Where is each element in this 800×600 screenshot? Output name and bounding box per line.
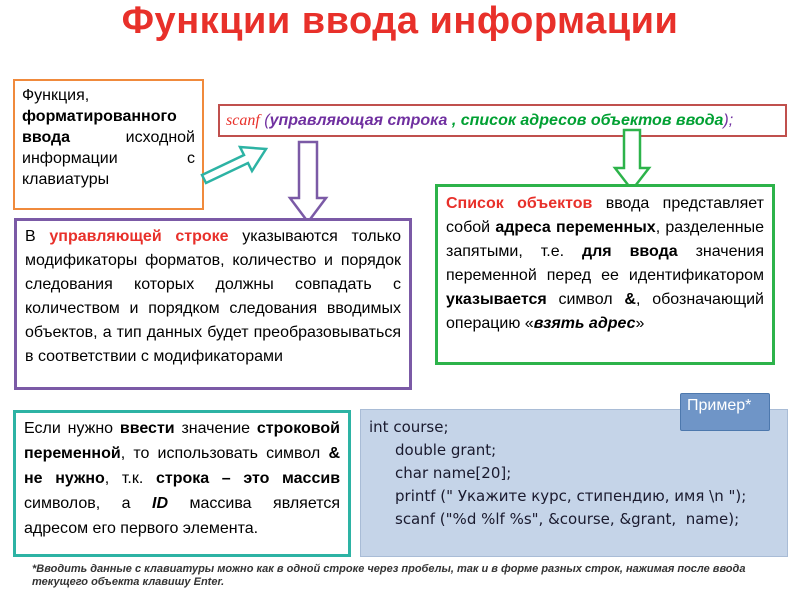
scanf-comma: , (447, 112, 461, 129)
scanf-keyword: scanf (226, 112, 260, 129)
green-text-3: адреса переменных (495, 219, 656, 236)
arrow-right-icon (196, 135, 276, 195)
code-line: double grant; (395, 441, 497, 459)
function-text-2: исходной информации с клавиатуры (22, 129, 195, 188)
teal-text-1: Если нужно (24, 420, 120, 437)
scanf-syntax-box (218, 104, 787, 137)
green-text-4: , разделенные запятыми, т.е. (446, 219, 764, 260)
scanf-open-paren: ( (259, 112, 270, 129)
arrow-down-purple-icon (288, 140, 328, 226)
green-text-2: ввода представляет собой (446, 195, 765, 236)
teal-text-11: массива является адресом его первого элемента. (24, 495, 340, 537)
scanf-control-string: управляющая строка (269, 112, 448, 129)
code-line: int course; (369, 418, 449, 436)
teal-text-2: ввести (119, 420, 175, 437)
code-line: printf (" Укажите курс, стипендию, имя \n "); (395, 487, 747, 505)
teal-text-4: строковой переменной (24, 420, 340, 462)
green-text-1: Список объектов (446, 195, 593, 212)
function-text-1: Функция, (22, 87, 90, 104)
teal-text-7: , т.к. (104, 470, 156, 487)
function-text-bold: форматированного ввода (22, 108, 177, 146)
address-list-box (435, 184, 775, 365)
purple-text-2: управляющей строке (49, 228, 229, 245)
teal-text-10: ID (152, 495, 169, 512)
purple-text-3: указываются только модификаторы форматов, количество и порядок следования которых должны совпадать с количеством и порядком следования вводимых объектов, а тип данных будет преобразовываться в соответствии с модификаторами (25, 228, 401, 365)
purple-text-1: В (25, 228, 50, 245)
code-line: char name[20]; (395, 464, 512, 482)
teal-text-9: символов, а (24, 495, 153, 512)
green-text-10: , обозначающий операцию « (446, 291, 764, 332)
scanf-close-paren: ); (723, 112, 734, 129)
footnote (32, 563, 792, 589)
green-text-12: » (635, 315, 645, 332)
control-string-box (14, 218, 412, 390)
slide-title: Функции ввода информации (121, 0, 679, 42)
green-text-9: & (624, 291, 636, 308)
footnote-text-3: . (221, 576, 225, 588)
footnote-text-1: *Вводить данные с клавиатуры можно как в одной строке через пробелы, так и в форме разных строк, нажимая после ввода текущего объекта клавишу (32, 563, 746, 588)
footnote-enter: Enter (193, 576, 222, 588)
teal-text-3: значение (174, 420, 257, 437)
example-button[interactable]: Пример* (680, 393, 770, 431)
string-input-box (13, 410, 351, 557)
teal-text-5: , то использовать символ (120, 445, 329, 462)
green-text-6: значения переменной перед ее идентификатором (446, 243, 764, 284)
green-text-7: указывается (446, 291, 547, 308)
green-text-8: символ (546, 291, 625, 308)
function-description-box (13, 79, 204, 210)
teal-text-8: строка – это массив (155, 470, 341, 487)
code-example-box (360, 409, 788, 557)
teal-text-6: & не нужно (24, 445, 340, 487)
code-line: scanf ("%d %lf %s", &course, &grant, name); (395, 510, 740, 528)
green-text-5: для ввода (581, 243, 678, 260)
green-text-11: взять адрес (533, 315, 636, 332)
scanf-address-list: список адресов объектов ввода (460, 112, 724, 129)
